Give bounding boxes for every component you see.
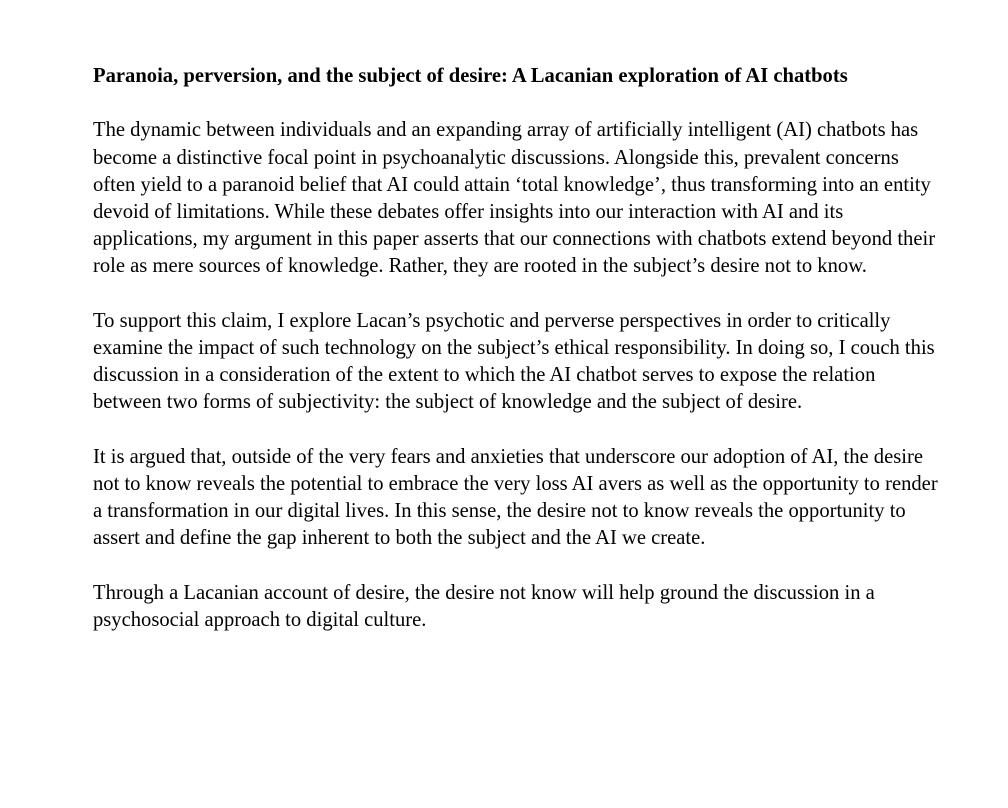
paragraph-intro: The dynamic between individuals and an expanding array of artificially intelligent (AI) chatbots has become a distinctive focal point in psychoanalytic discussions. Alongside this, prevalent concerns often yield to a paranoid belief that AI could attain ‘total knowledge’, thus transforming into an entity devoid of limitations. While these debates offer insights into our interaction with AI and its applications, my argument in this paper asserts that our connections with chatbots extend beyond their role as mere sources of knowledge. Rather, they are rooted in the subject’s desire not to know. [93,119,936,278]
paragraph-argument: It is argued that, outside of the very fears and anxieties that underscore our adoption of AI, the desire not to know reveals the potential to embrace the very loss AI avers as well as the opportunity to render a transformation in our digital lives. In this sense, the desire not to know reveals the opportunity to assert and define the gap inherent to both the subject and the AI we create. [93,445,938,550]
document-title: Paranoia, perversion, and the subject of desire: A Lacanian exploration of AI chatbots [93,65,848,87]
paragraph-claim: To support this claim, I explore Lacan’s psychotic and perverse perspectives in order to critically examine the impact of such technology on the subject’s ethical responsibility. In doing so, I couch this discussion in a consideration of the extent to which the AI chatbot serves to expose the relation between two forms of subjectivity: the subject of knowledge and the subject of desire. [93,309,935,414]
document [93,63,939,634]
paragraph-conclusion: Through a Lacanian account of desire, the desire not know will help ground the discussion in a psychosocial approach to digital culture. [93,581,875,631]
